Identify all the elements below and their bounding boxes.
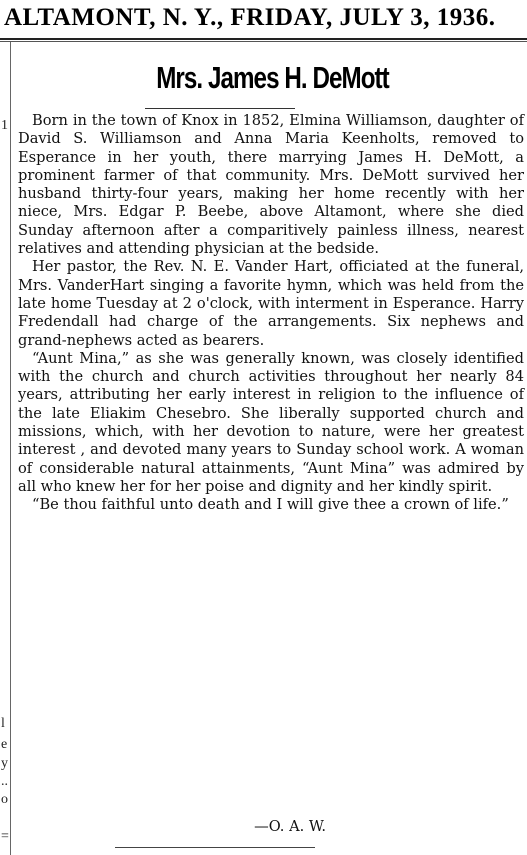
margin-fragment: ..: [1, 774, 8, 789]
adjacent-column-fragments: [0, 42, 10, 855]
article-signature: —O. A. W.: [254, 818, 326, 835]
article-headline: Mrs. James H. DeMott: [156, 60, 389, 95]
margin-fragment: l: [1, 716, 5, 731]
masthead-rule-thin: [0, 41, 527, 42]
column-rule: [10, 42, 11, 855]
article-quote: “Be thou faithful unto death and I will give thee a crown of life.”: [32, 496, 509, 514]
margin-fragment: e: [1, 737, 8, 752]
masthead-rule: [0, 38, 527, 40]
margin-fragment: y: [1, 756, 8, 771]
margin-fragment: 1: [1, 118, 8, 133]
margin-fragment: =: [1, 829, 9, 844]
article-paragraph: Born in the town of Knox in 1852, Elmina Williamson, daughter of David S. Williamson and Anna Maria Keenholts, removed to Esperance in her youth, there marrying James H. DeMott, a prominent farmer of that community. Mrs. DeMott survived her husband thirty-four years, making her home recently with her niece, Mrs. Edgar P. Beebe, above Altamont, where she died Sunday afternoon after a comparitively painless illness, nearest relatives and attending physician at the bedside.: [18, 112, 524, 258]
headline-rule: [145, 108, 295, 109]
end-rule: [115, 847, 315, 848]
newspaper-masthead: ALTAMONT, N. Y., FRIDAY, JULY 3, 1936.: [4, 4, 496, 31]
margin-fragment: o: [1, 792, 8, 807]
article-paragraph: “Aunt Mina,” as she was generally known, was closely identified with the church and church activities throughout her nearly 84 years, attributing her early interest in religion to the influence of the late Eliakim Chesebro. She liberally supported church and missions, which, with her devotion to nature, were her greatest interest , and devoted many years to Sunday school work. A woman of considerable natural attainments, “Aunt Mina” was admired by all who knew her for her poise and dignity and her kindly spirit.: [18, 349, 524, 495]
article-body: [18, 112, 524, 515]
article-paragraph: Her pastor, the Rev. N. E. Vander Hart, officiated at the funeral, Mrs. VanderHart singing a favorite hymn, which was held from the late home Tuesday at 2 o'clock, with interment in Esperance. Harry Fredendall had charge of the arrangements. Six nephews and grand-nephews acted as bearers.: [18, 258, 524, 349]
